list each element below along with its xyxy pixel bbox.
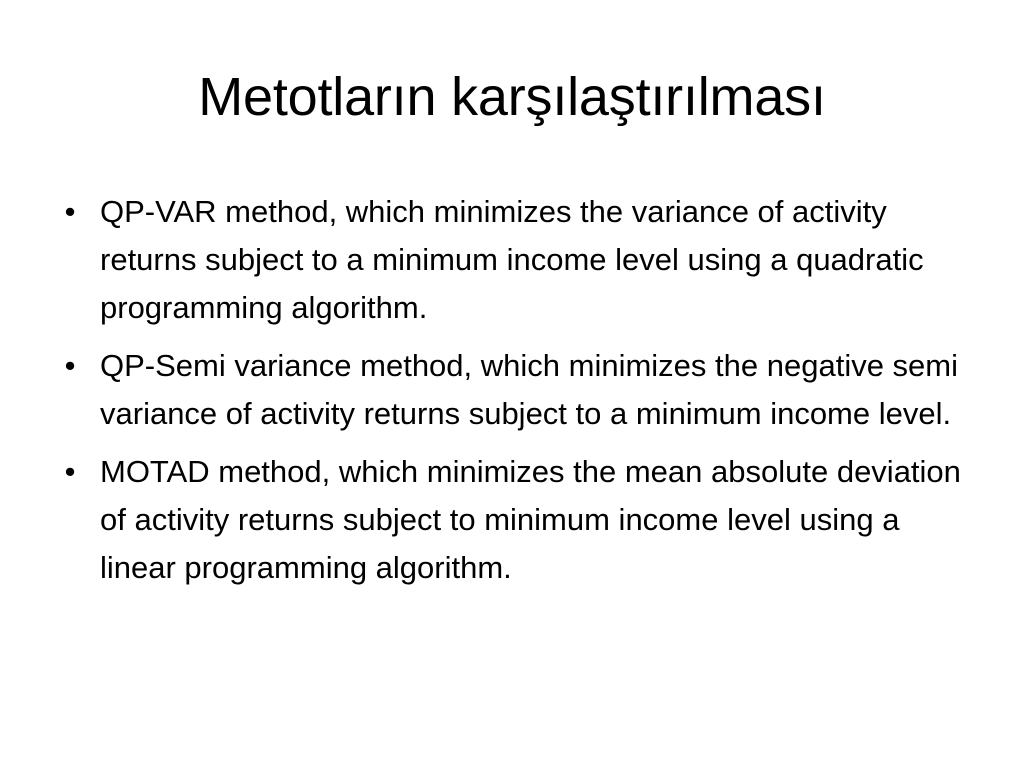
bullet-marker: • <box>64 194 76 229</box>
bullet-marker: • <box>64 348 76 383</box>
bullet-item-motad <box>58 448 978 592</box>
bullet-text-qp-var: QP-VAR method, which minimizes the variance of activity returns subject to a minimum income level using a quadratic programming algorithm. <box>100 194 924 325</box>
bullet-marker: • <box>64 454 76 489</box>
bullet-text-motad: MOTAD method, which minimizes the mean absolute deviation of activity returns subject to minimum income level using a linear programming algorithm. <box>100 454 961 585</box>
bullet-text-qp-semi-variance: QP-Semi variance method, which minimizes the negative semi variance of activity returns subject to a minimum income level. <box>100 348 959 431</box>
bullet-item-qp-var <box>58 188 978 332</box>
bullet-list <box>58 188 978 602</box>
slide-title: Metotların karşılaştırılması <box>198 67 826 127</box>
bullet-item-qp-semi-variance <box>58 342 978 438</box>
